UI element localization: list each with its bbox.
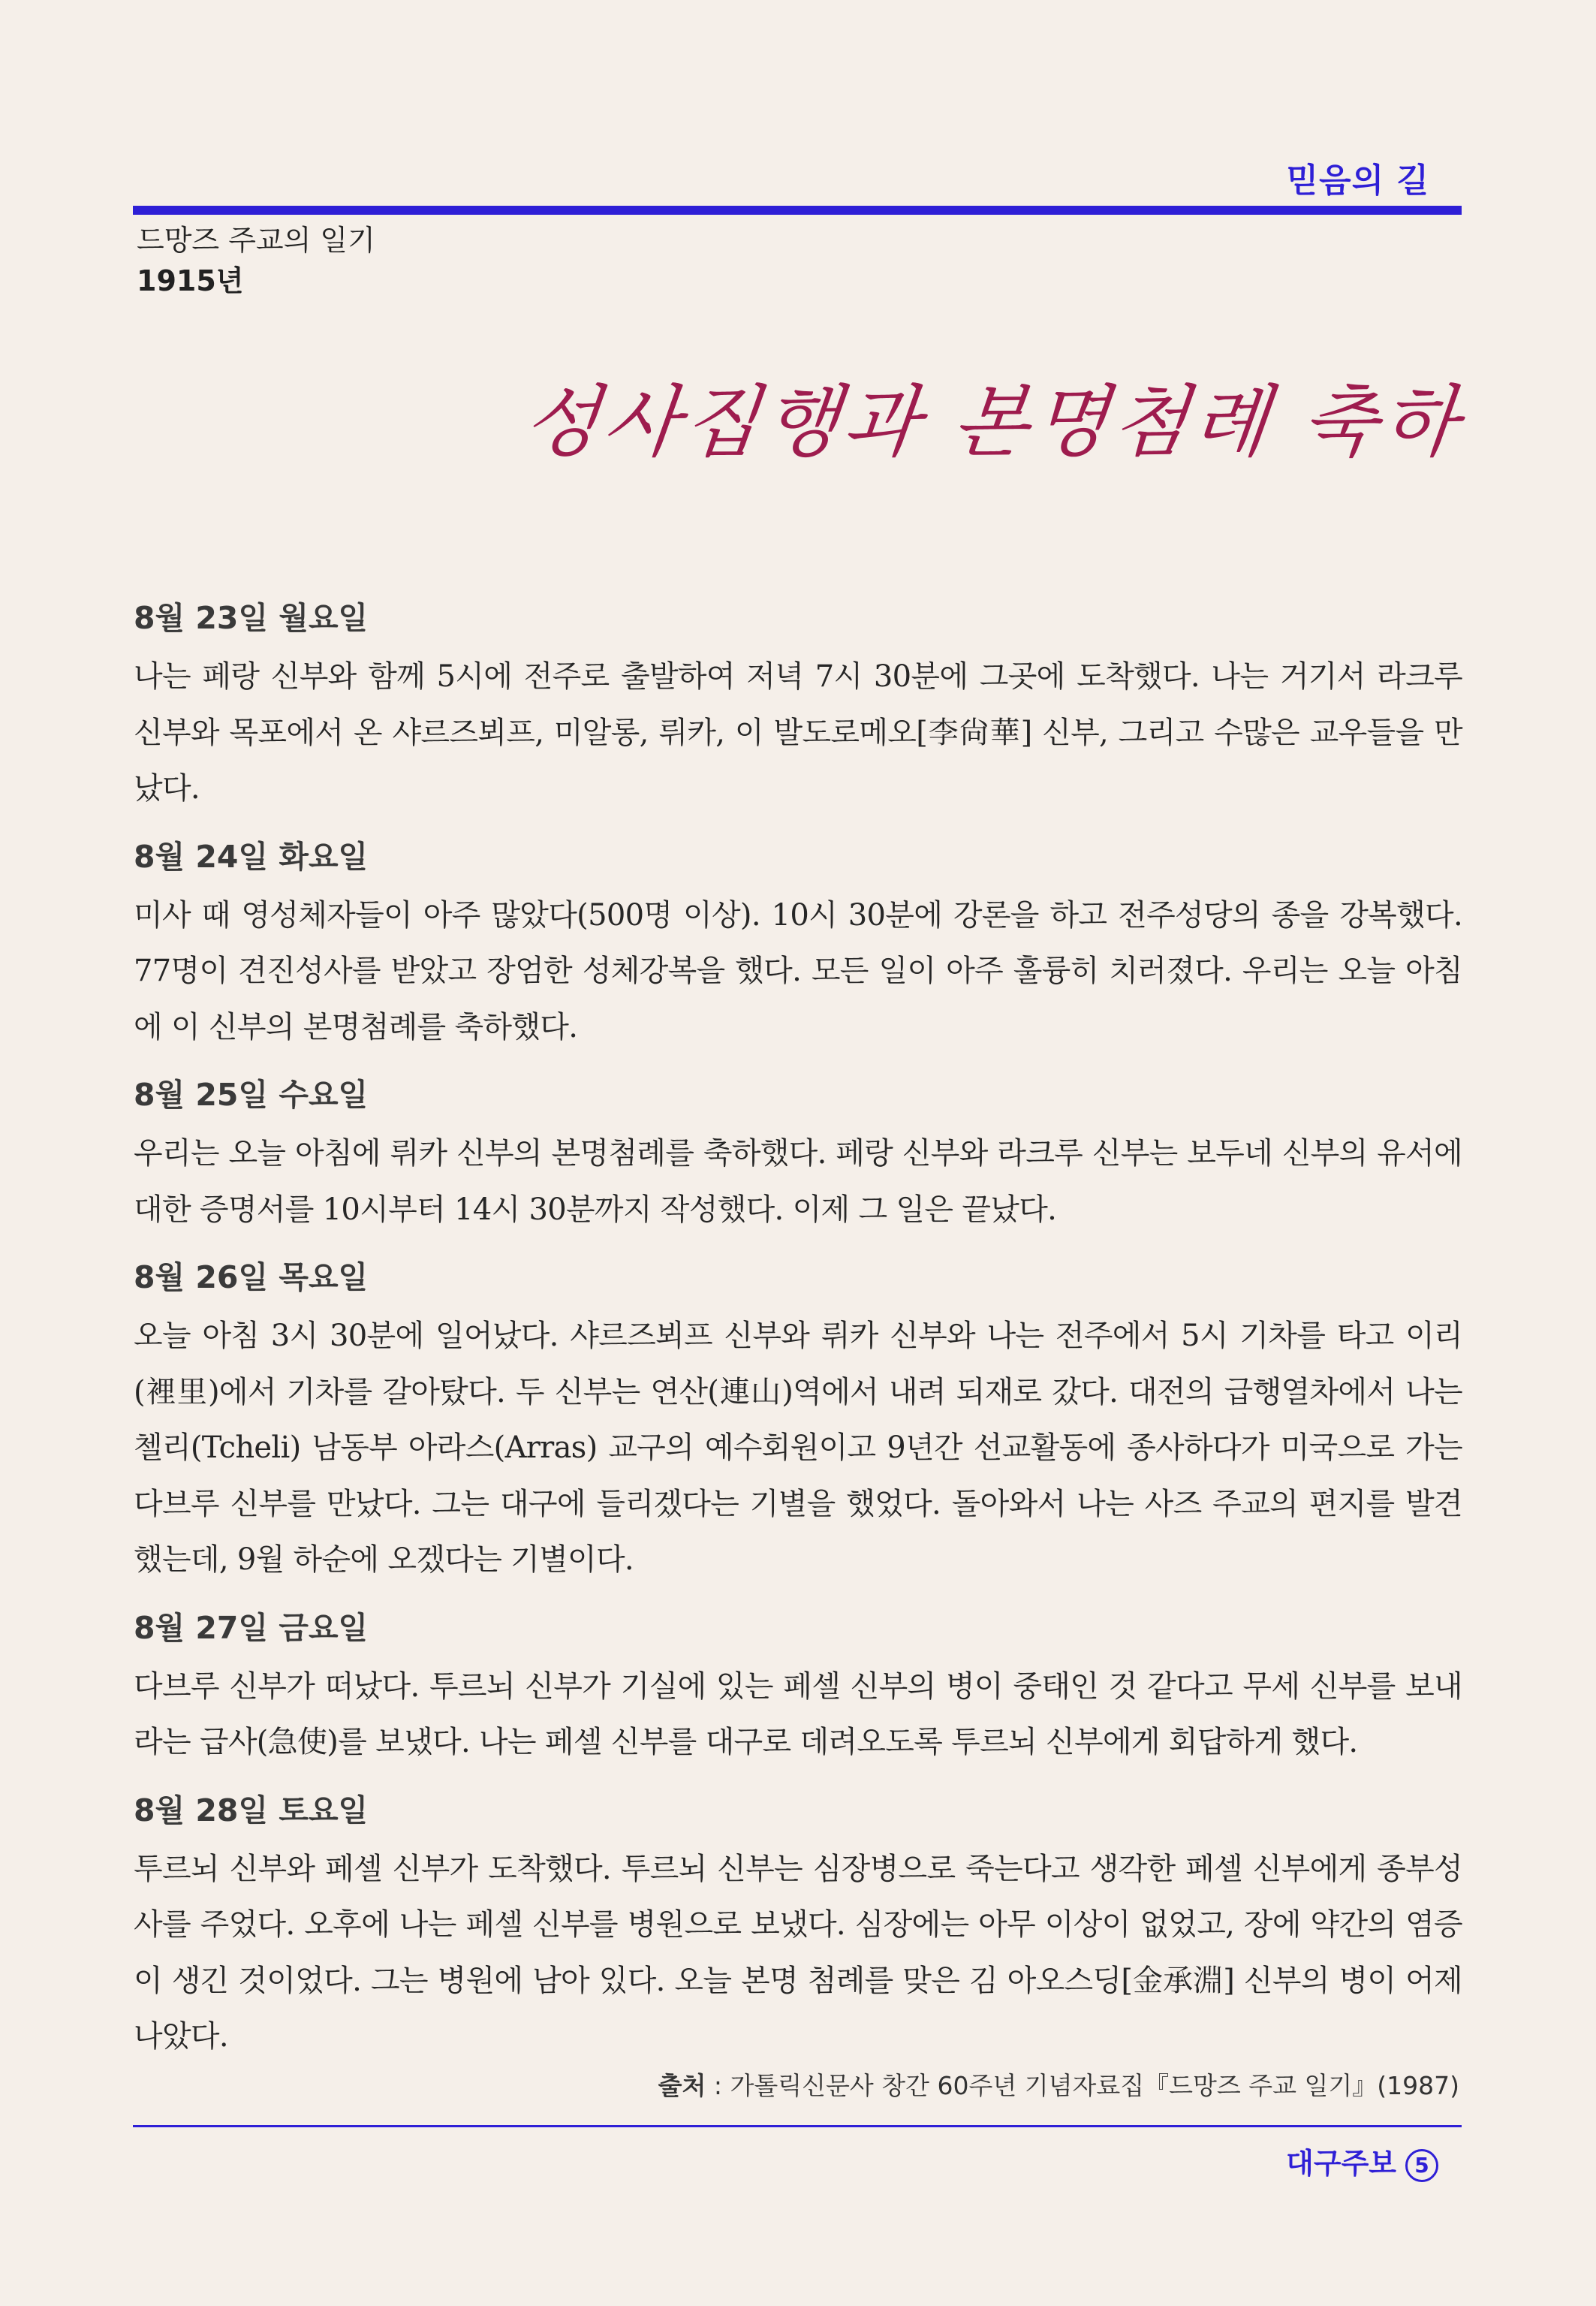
diary-entry xyxy=(134,1252,1462,1588)
section-label: 믿음의 길 xyxy=(1286,161,1429,200)
series-year: 1915년 xyxy=(137,264,244,297)
entry-body: 나는 페랑 신부와 함께 5시에 전주로 출발하여 저녁 7시 30분에 그곳에 도착했다. 나는 거기서 라크루 신부와 목포에서 온 샤르즈뵈프, 미알롱, 뤼카, 이 발도로메오[李尙華] 신부, 그리고 수많은 교우들을 만났다. xyxy=(134,659,1462,806)
diary-entries xyxy=(134,593,1462,2080)
entry-date: 8월 27일 금요일 xyxy=(134,1609,369,1646)
entry-body: 미사 때 영성체자들이 아주 많았다(500명 이상). 10시 30분에 강론을 하고 전주성당의 종을 강복했다. 77명이 견진성사를 받았고 장엄한 성체강복을 했다. 모든 일이 아주 훌륭히 치러졌다. 우리는 오늘 아침에 이 신부의 본명첨례를 축하했다. xyxy=(134,897,1462,1044)
source-text: : 가톨릭신문사 창간 60주년 기념자료집『드망즈 주교 일기』(1987) xyxy=(706,2071,1459,2100)
top-divider xyxy=(133,206,1462,215)
diary-entry xyxy=(134,832,1462,1056)
entry-body: 오늘 아침 3시 30분에 일어났다. 샤르즈뵈프 신부와 뤼카 신부와 나는 전주에서 5시 기차를 타고 이리(裡里)에서 기차를 갈아탔다. 두 신부는 연산(連山)역에서 내려 되재로 갔다. 대전의 급행열차에서 나는 첼리(Tcheli) 남동부 아라스(Arras) 교구의 예수회원이고 9년간 선교활동에 종사하다가 미국으로 가는 다브루 신부를 만났다. 그는 대구에 들리겠다는 기별을 했었다. 돌아와서 나는 사즈 주교의 편지를 발견했는데, 9월 하순에 오겠다는 기별이다. xyxy=(134,1319,1462,1577)
footer xyxy=(1286,2140,1438,2182)
entry-date: 8월 26일 목요일 xyxy=(134,1259,369,1295)
diary-entry xyxy=(134,593,1462,817)
entry-body: 다브루 신부가 떠났다. 투르뇌 신부가 기실에 있는 페셀 신부의 병이 중태인 것 같다고 무세 신부를 보내라는 급사(急使)를 보냈다. 나는 페셀 신부를 대구로 데려오도록 투르뇌 신부에게 회답하게 했다. xyxy=(134,1668,1462,1759)
source-citation xyxy=(658,2066,1459,2102)
bottom-divider xyxy=(133,2125,1462,2127)
series-block xyxy=(137,220,375,301)
source-label: 출처 xyxy=(658,2071,706,2100)
entry-date: 8월 25일 수요일 xyxy=(134,1077,369,1113)
diary-entry xyxy=(134,1070,1462,1237)
publication-name: 대구주보 xyxy=(1286,2147,1396,2180)
entry-body: 우리는 오늘 아침에 뤼카 신부의 본명첨례를 축하했다. 페랑 신부와 라크루 신부는 보두네 신부의 유서에 대한 증명서를 10시부터 14시 30분까지 작성했다. 이제 그 일은 끝났다. xyxy=(134,1136,1462,1227)
diary-entry xyxy=(134,1603,1462,1771)
article-title: 성사집행과 본명첨례 축하 xyxy=(519,376,1467,468)
entry-date: 8월 24일 화요일 xyxy=(134,838,369,875)
diary-entry xyxy=(134,1786,1462,2065)
entry-date: 8월 23일 월요일 xyxy=(134,600,369,636)
entry-date: 8월 28일 토요일 xyxy=(134,1792,369,1828)
series-title: 드망즈 주교의 일기 xyxy=(137,224,375,257)
page-number: 5 xyxy=(1405,2149,1438,2182)
entry-body: 투르뇌 신부와 페셀 신부가 도착했다. 투르뇌 신부는 심장병으로 죽는다고 생각한 페셀 신부에게 종부성사를 주었다. 오후에 나는 페셀 신부를 병원으로 보냈다. 심장에는 아무 이상이 없었고, 장에 약간의 염증이 생긴 것이었다. 그는 병원에 남아 있다. 오늘 본명 첨례를 맞은 김 아오스딩[金承淵] 신부의 병이 어제 나았다. xyxy=(134,1851,1462,2054)
